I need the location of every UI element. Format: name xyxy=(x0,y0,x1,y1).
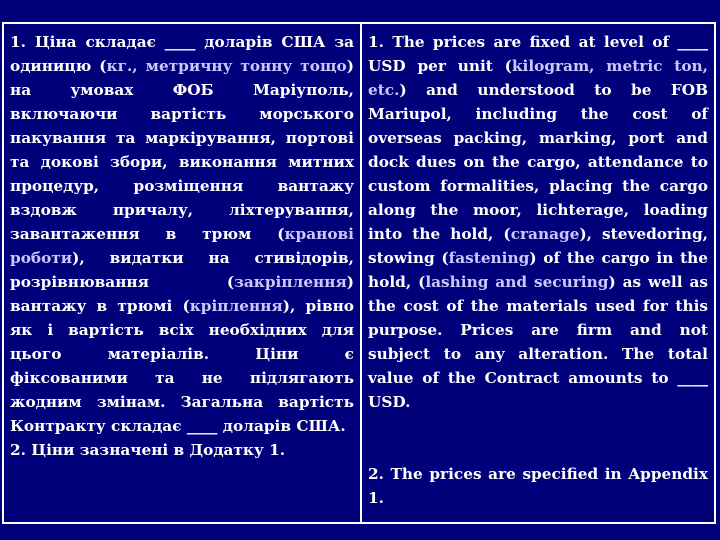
en-text: ) and understood to be FOB Mariupol, including the cost of overseas packing, marking, port and dock dues on the cargo, attendance to custom formalities, placing the cargo along the moor, lichterage, loading into the hold, ( xyxy=(368,81,708,243)
uk-unit-note: кг., метричну тонну тощо xyxy=(106,57,347,75)
paragraph-gap xyxy=(368,414,708,462)
en-unit-note: kilogram, metric ton, etc. xyxy=(368,57,708,99)
uk-text: 1. Ціна складає ____ доларів США за одиницю ( xyxy=(10,33,354,75)
uk-fixing-note: закріплення xyxy=(234,273,347,291)
ukrainian-column xyxy=(4,24,362,522)
uk-text: ) на умовах ФОБ Маріуполь, включаючи вартість морського пакування та маркірування, портові та докові збори, виконання митних процедур, розміщення вантажу вздовж причалу, ліхтерування, завантаження в трюм ( xyxy=(10,57,354,243)
uk-fastening-note: кріплення xyxy=(189,297,283,315)
en-paragraph-2: 2. The prices are specified in Appendix 1. xyxy=(368,465,708,507)
uk-paragraph-2: 2. Ціни зазначені в Додатку 1. xyxy=(10,441,286,459)
en-paragraph-1 xyxy=(368,30,708,414)
english-column xyxy=(362,24,714,522)
en-cranage-note: cranage xyxy=(510,225,580,243)
en-text: 1. The prices are fixed at level of ____ USD per unit ( xyxy=(368,33,708,75)
en-lashing-note: lashing and securing xyxy=(425,273,609,291)
en-text: ), stevedoring, stowing ( xyxy=(368,225,708,267)
uk-crane-note: кранові роботи xyxy=(10,225,354,267)
en-text: ) of the cargo in the hold, ( xyxy=(368,249,708,291)
uk-paragraph-1 xyxy=(10,30,354,438)
en-fastening-note: fastening xyxy=(448,249,530,267)
uk-text: ) вантажу в трюмі ( xyxy=(10,273,354,315)
uk-text: ), рівно як і вартість всіх необхідних для цього матеріалів. Ціни є фіксованими та не підлягають жодним змінам. Загальна вартість Контракту складає ____ доларів США. xyxy=(10,297,354,435)
uk-text: ), видатки на стивідорів, розрівнювання ( xyxy=(10,249,354,291)
contract-table xyxy=(2,22,716,524)
en-text: ) as well as the cost of the materials used for this purpose. Prices are firm and not subject to any alteration. The total value of the Contract amounts to ____ USD. xyxy=(368,273,708,411)
